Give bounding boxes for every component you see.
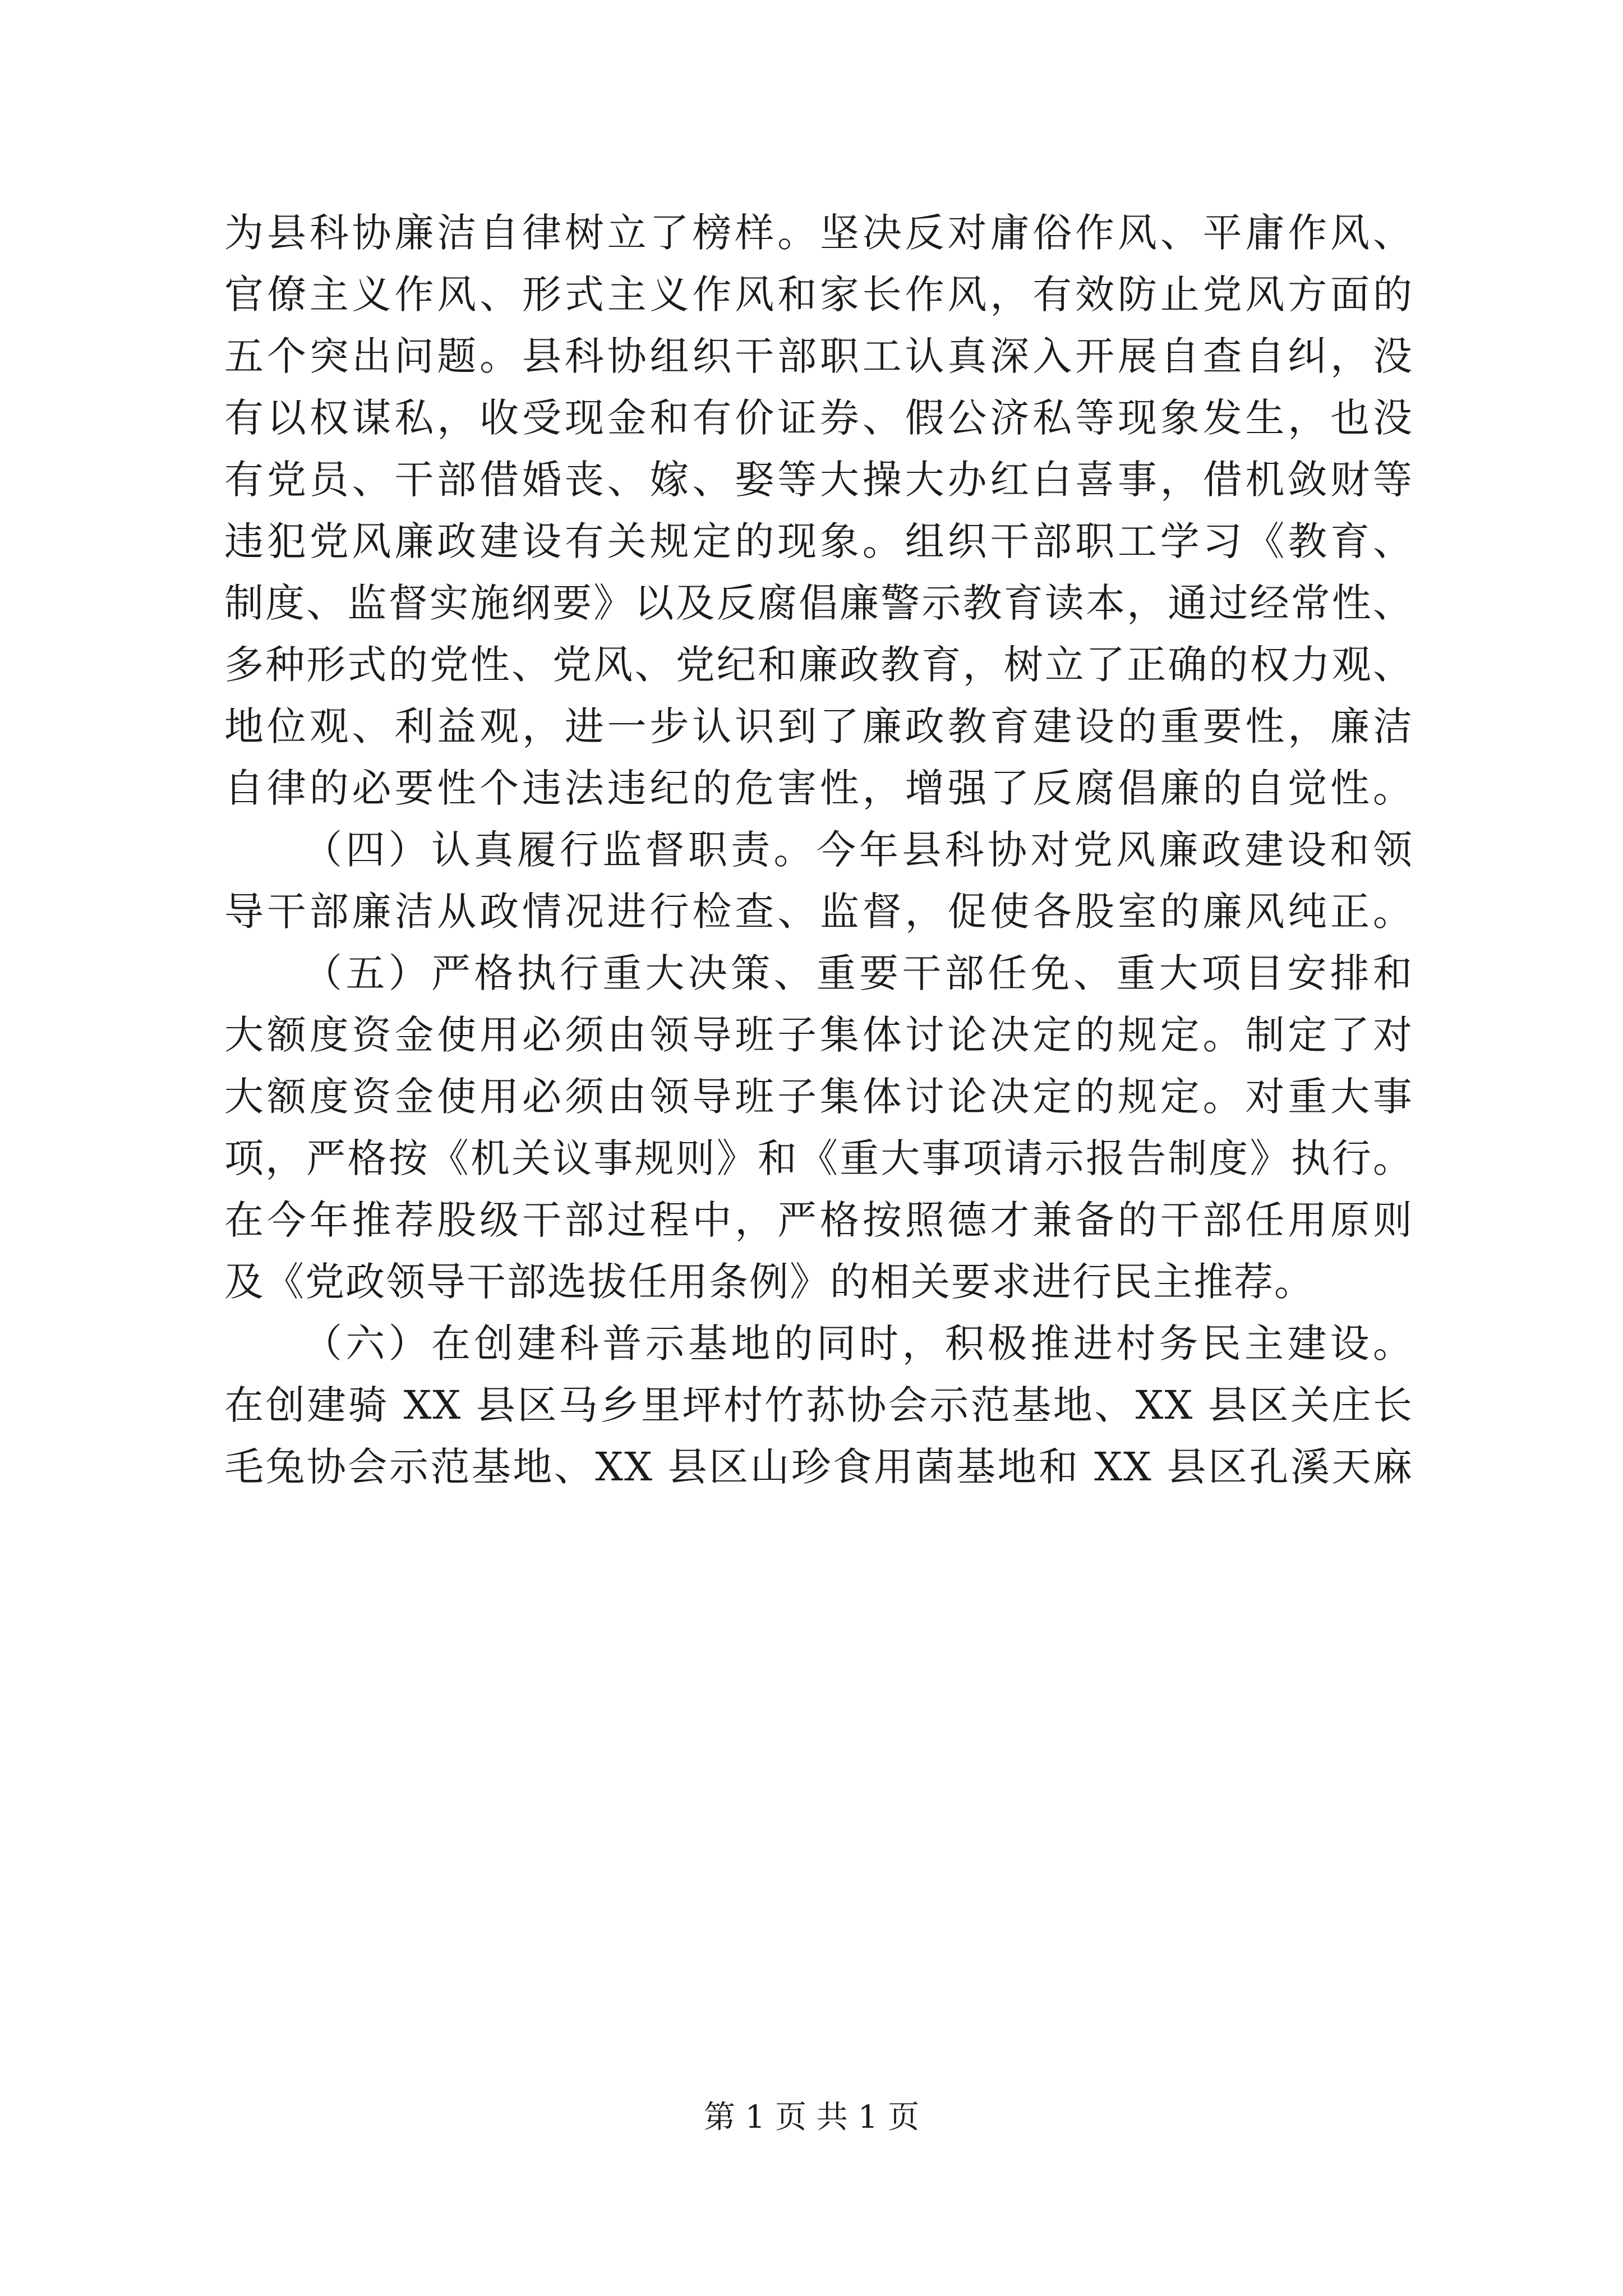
paragraph-heading-5: （五）严格执行重大决策、重要干部任免、重大项目安排和: [303, 950, 1413, 996]
text-line: 违犯党风廉政建设有关规定的现象。组织干部职工学习《教育、: [224, 518, 1413, 564]
text-line: 大额度资金使用必须由领导班子集体讨论决定的规定。制定了对: [224, 1012, 1413, 1058]
text-line: 制度、监督实施纲要》以及反腐倡廉警示教育读本，通过经常性、: [224, 580, 1413, 626]
paragraph-heading-4: （四）认真履行监督职责。今年县科协对党风廉政建设和领: [303, 827, 1413, 873]
text-line: 毛兔协会示范基地、XX 县区山珍食用菌基地和 XX 县区孔溪天麻: [224, 1444, 1413, 1490]
page-footer: 第 1 页 共 1 页: [703, 2099, 920, 2136]
text-line: 多种形式的党性、党风、党纪和廉政教育，树立了正确的权力观、: [224, 642, 1413, 688]
text-line: 项，严格按《机关议事规则》和《重大事项请示报告制度》执行。: [224, 1135, 1413, 1181]
text-line: 官僚主义作风、形式主义作风和家长作风，有效防止党风方面的: [224, 272, 1413, 318]
text-line: 导干部廉洁从政情况进行检查、监督，促使各股室的廉风纯正。: [224, 889, 1413, 935]
text-line: 有以权谋私，收受现金和有价证券、假公济私等现象发生，也没: [224, 395, 1413, 441]
text-line: 为县科协廉洁自律树立了榜样。坚决反对庸俗作风、平庸作风、: [224, 210, 1413, 256]
text-line: 自律的必要性个违法违纪的危害性，增强了反腐倡廉的自觉性。: [224, 765, 1413, 811]
paragraph-heading-6: （六）在创建科普示基地的同时，积极推进村务民主建设。: [303, 1320, 1413, 1366]
body-text: [224, 202, 1413, 1498]
text-line: 及《党政领导干部选拔任用条例》的相关要求进行民主推荐。: [224, 1259, 1315, 1305]
text-line: 地位观、利益观，进一步认识到了廉政教育建设的重要性，廉洁: [224, 703, 1413, 749]
text-line: 五个突出问题。县科协组织干部职工认真深入开展自查自纠，没: [224, 333, 1413, 379]
text-line: 大额度资金使用必须由领导班子集体讨论决定的规定。对重大事: [224, 1074, 1413, 1120]
text-line: 在创建骑 XX 县区马乡里坪村竹荪协会示范基地、XX 县区关庄长: [224, 1382, 1413, 1428]
text-line: 在今年推荐股级干部过程中，严格按照德才兼备的干部任用原则: [224, 1197, 1413, 1243]
text-line: 有党员、干部借婚丧、嫁、娶等大操大办红白喜事，借机敛财等: [224, 457, 1413, 503]
